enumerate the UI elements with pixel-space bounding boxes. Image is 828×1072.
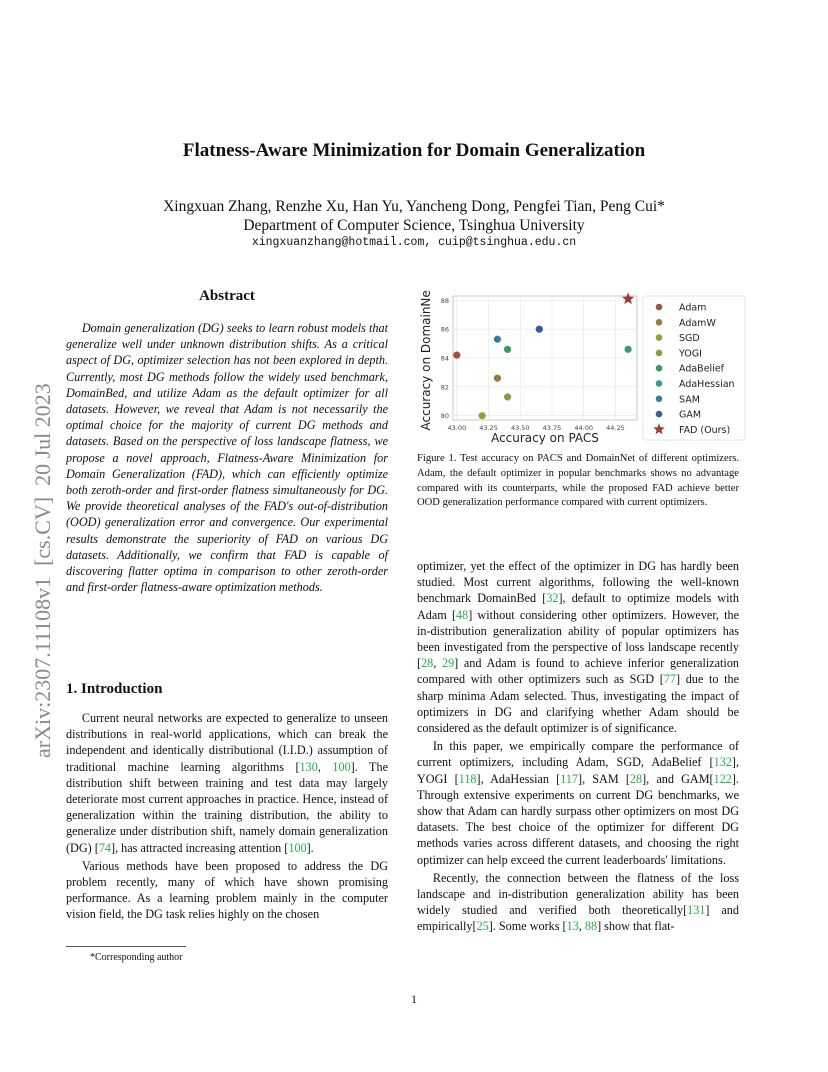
tick-layer <box>441 297 625 432</box>
citation-link[interactable]: 28 <box>629 771 643 786</box>
x-tick-label: 43.00 <box>447 424 467 432</box>
figure-1-chart <box>417 290 747 450</box>
arxiv-stamp-text: arXiv:2307.11108v1 [cs.CV] 20 Jul 2023 <box>30 383 55 758</box>
legend-label-adam: Adam <box>679 302 707 314</box>
legend-marker-yogi <box>656 350 663 357</box>
citation-link[interactable]: 32 <box>546 591 559 606</box>
citation-link[interactable]: 29 <box>441 656 455 671</box>
legend-label-fad-ours: FAD (Ours) <box>679 424 731 436</box>
grid-layer <box>453 296 637 420</box>
x-tick-label: 43.25 <box>479 424 498 432</box>
x-tick-label: 44.00 <box>574 424 594 432</box>
figure-1-caption: Figure 1. Test accuracy on PACS and DomainNet of different optimizers. Adam, the default optimizer in popular benchmarks shows no advantage compared with its counterparts, while the proposed FAD achieve better OOD generalization performance compared with current optimizers. <box>417 453 739 509</box>
point-adahessian <box>625 346 632 353</box>
legend-label-sam: SAM <box>679 394 700 406</box>
intro-paragraph-2: Various methods have been proposed to address the DG problem recently, many of which have shown promising performance. As a learning problem mainly in the computer vision field, the DG task relies highly on the chosen <box>66 858 388 922</box>
x-axis-label: Accuracy on PACS <box>491 431 599 445</box>
citation-link[interactable]: 88 <box>584 919 598 934</box>
y-tick-label: 84 <box>440 354 449 363</box>
intro-paragraph-1: Current neural networks are expected to generalize to unseen distributions in real-world applications, which can break the independent and identically distributional (I.I.D.) assumption of traditional machine learning algorithms [130, 100]. The distribution shift between training and test data may largely deteriorate most current approaches in practice. Hence, instead of generalization within the training distribution, the ability to generalize under distribution shift, namely domain generalization (DG) [74], has attracted increasing attention [100]. <box>66 711 388 855</box>
point-layer <box>453 292 634 419</box>
citation-link[interactable]: 77 <box>663 672 676 687</box>
right-paragraph-2: In this paper, we empirically compare the performance of current optimizers, including Adam, SGD, AdaBelief [132], YOGI [118], AdaHessian [117], SAM [28], and GAM[122]. Through extensive experiments on current DG benchmarks, we show that Adam can hardly surpass other optimizers on most DG datasets. The best choice of the optimizer for different DG methods varies across different datasets, and choosing the right optimizer can help exceed the current leaderboards' limitations. <box>417 739 739 867</box>
legend-label-gam: GAM <box>679 409 702 421</box>
y-tick-label: 86 <box>440 325 449 334</box>
page-number: 1 <box>411 992 417 1006</box>
legend-label-adahessian: AdaHessian <box>679 379 735 390</box>
citation-link[interactable]: 13 <box>566 919 579 934</box>
x-tick-label: 44.25 <box>606 424 625 432</box>
legend-marker-gam <box>656 411 663 418</box>
footnote-rule <box>66 946 186 947</box>
section-heading-introduction: 1. Introduction <box>66 681 163 697</box>
citation-link[interactable]: 28 <box>421 656 434 671</box>
citation-link[interactable]: 122 <box>713 771 732 786</box>
right-paragraph-3: Recently, the connection between the flatness of the loss landscape and in-distribution generalization ability has been widely studied and verified both theoretically[131] and empirically[25]. Some works [13, 88] show that flat- <box>417 870 739 934</box>
abstract-heading: Abstract <box>199 288 255 304</box>
point-yogi <box>504 393 511 400</box>
citation-link[interactable]: 132 <box>713 755 732 770</box>
legend-marker-adamw <box>656 319 663 326</box>
citation-link[interactable]: 74 <box>98 840 112 855</box>
author-block <box>0 197 828 235</box>
point-adamw <box>494 375 501 382</box>
footnote: *Corresponding author <box>90 952 183 963</box>
point-sgd <box>479 412 486 419</box>
point-gam <box>536 326 543 333</box>
citation-link[interactable]: 100 <box>332 759 351 774</box>
citation-link[interactable]: 100 <box>288 840 307 855</box>
point-fad-ours <box>622 292 634 304</box>
legend-label-adamw: AdamW <box>679 317 716 329</box>
x-tick-label: 43.50 <box>510 424 530 432</box>
y-tick-label: 80 <box>440 412 449 421</box>
right-column-body <box>417 558 739 937</box>
point-sam <box>494 336 501 343</box>
legend-marker-adam <box>656 304 663 311</box>
author-list: Xingxuan Zhang, Renzhe Xu, Han Yu, Yancheng Dong, Pengfei Tian, Peng Cui* <box>163 198 665 215</box>
arxiv-stamp <box>20 300 60 760</box>
citation-link[interactable]: 118 <box>458 771 477 786</box>
left-column-body <box>66 710 388 925</box>
abstract-text: Domain generalization (DG) seeks to learn robust models that generalize well under unknown distribution shifts. As a critical aspect of DG, optimizer selection has not been explored in depth. Currently, most DG methods follow the widely used benchmark, DomainBed, and utilize Adam as the default optimizer for all datasets. However, we reveal that Adam is not necessarily the optimal choice for the majority of current DG methods and datasets. Based on the perspective of loss landscape flatness, we propose a novel approach, Flatness-Aware Minimization for Domain Generalization (FAD), which can efficiently optimize both zeroth-order and first-order flatness simultaneously for DG. We provide theoretical analyses of the FAD's out-of-distribution (OOD) generalization error and convergence. Our experimental results demonstrate the superiority of FAD on various DG datasets. Additionally, we confirm that FAD is capable of discovering flatter optima in comparison to other zeroth-order and first-order flatness-aware optimization methods. <box>66 321 388 595</box>
point-adam <box>453 352 460 359</box>
legend-marker-adahessian <box>656 380 663 387</box>
legend-marker-sgd <box>656 334 663 341</box>
y-tick-label: 82 <box>440 383 449 392</box>
paper-title: Flatness-Aware Minimization for Domain Generalization <box>182 140 646 161</box>
citation-link[interactable]: 48 <box>456 607 469 622</box>
legend-label-adabelief: AdaBelief <box>679 363 725 375</box>
citation-link[interactable]: 131 <box>687 903 706 918</box>
legend-label-sgd: SGD <box>679 333 700 345</box>
affiliation: Department of Computer Science, Tsinghua University <box>243 217 585 234</box>
citation-link[interactable]: 117 <box>560 771 579 786</box>
citation-link[interactable]: 25 <box>476 919 489 934</box>
legend-marker-sam <box>656 396 663 403</box>
author-emails: xingxuanzhang@hotmail.com, cuip@tsinghua.edu.cn <box>251 236 577 249</box>
citation-link[interactable]: 130 <box>299 759 318 774</box>
legend-marker-adabelief <box>656 365 663 372</box>
right-paragraph-1: optimizer, yet the effect of the optimizer in DG has hardly been studied. Most current algorithms, following the well-known benchmark DomainBed [32], default to optimize models with Adam [48] without considering other optimizers. However, the in-distribution generalization ability of popular optimizers has been investigated from the perspective of loss landscape recently [28, 29] and Adam is found to achieve inferior generalization compared with other optimizers such as SGD [77] due to the sharp minima Adam selected. Thus, investigating the impact of optimizers in DG and clarifying whether Adam should be considered as the default optimizer is of significance. <box>417 559 740 736</box>
y-axis-label: Accuracy on DomainNet <box>419 290 433 431</box>
x-tick-label: 43.75 <box>542 424 562 432</box>
y-tick-label: 88 <box>440 296 449 305</box>
point-adabelief <box>504 346 511 353</box>
legend-label-yogi: YOGI <box>679 348 702 360</box>
